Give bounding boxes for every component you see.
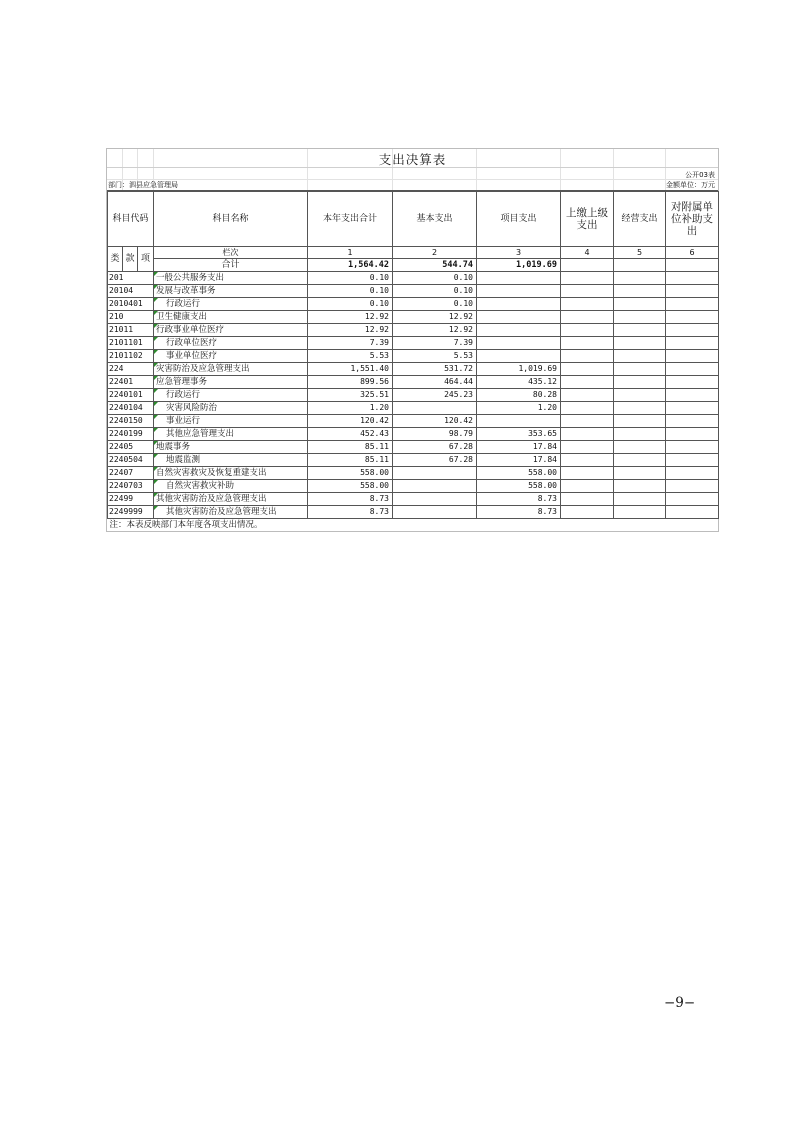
row-name: 事业单位医疗 — [154, 350, 308, 363]
row-name: 行政单位医疗 — [154, 337, 308, 350]
row-business — [614, 441, 666, 454]
row-code: 2010401 — [108, 298, 154, 311]
row-total: 899.56 — [308, 376, 393, 389]
row-business — [614, 376, 666, 389]
row-code: 2101101 — [108, 337, 154, 350]
row-upper — [561, 480, 614, 493]
table-note: 注：本表反映部门本年度各项支出情况。 — [108, 519, 719, 532]
unit-label: 金额单位：万元 — [666, 181, 715, 189]
row-basic — [393, 402, 477, 415]
index-row — [108, 247, 719, 259]
row-name: 行政运行 — [154, 298, 308, 311]
row-business — [614, 402, 666, 415]
row-subsidy — [666, 272, 719, 285]
row-upper — [561, 298, 614, 311]
row-business — [614, 272, 666, 285]
table-tag: 公开03表 — [685, 171, 715, 179]
row-code: 22407 — [108, 467, 154, 480]
table-row — [108, 376, 719, 389]
row-business — [614, 480, 666, 493]
row-total: 558.00 — [308, 467, 393, 480]
expenditure-table-sheet — [106, 148, 719, 532]
row-upper — [561, 363, 614, 376]
row-business — [614, 506, 666, 519]
row-upper — [561, 285, 614, 298]
row-total: 325.51 — [308, 389, 393, 402]
row-code: 2249999 — [108, 506, 154, 519]
row-business — [614, 389, 666, 402]
header-code: 科目代码 — [108, 192, 154, 247]
row-project: 435.12 — [477, 376, 561, 389]
index-col-6: 6 — [666, 247, 719, 259]
table-row — [108, 285, 719, 298]
row-project — [477, 324, 561, 337]
total-row — [108, 259, 719, 272]
row-basic — [393, 493, 477, 506]
table-row — [108, 311, 719, 324]
row-upper — [561, 376, 614, 389]
row-project: 1,019.69 — [477, 363, 561, 376]
row-business — [614, 337, 666, 350]
row-subsidy — [666, 350, 719, 363]
row-project — [477, 272, 561, 285]
header-upper: 上缴上级支出 — [561, 192, 614, 247]
header-basic: 基本支出 — [393, 192, 477, 247]
row-business — [614, 454, 666, 467]
row-upper — [561, 441, 614, 454]
total-business — [614, 259, 666, 272]
row-code: 224 — [108, 363, 154, 376]
row-name: 发展与改革事务 — [154, 285, 308, 298]
row-code: 22401 — [108, 376, 154, 389]
row-business — [614, 467, 666, 480]
row-total: 5.53 — [308, 350, 393, 363]
total-label: 合计 — [154, 259, 308, 272]
table-row — [108, 415, 719, 428]
row-name: 卫生健康支出 — [154, 311, 308, 324]
index-lei: 类 — [108, 247, 123, 272]
table-row — [108, 337, 719, 350]
info-row — [107, 168, 718, 191]
row-subsidy — [666, 454, 719, 467]
row-code: 210 — [108, 311, 154, 324]
index-kuan: 款 — [123, 247, 138, 272]
index-col-5: 5 — [614, 247, 666, 259]
row-basic: 0.10 — [393, 272, 477, 285]
row-total: 0.10 — [308, 285, 393, 298]
row-basic: 0.10 — [393, 298, 477, 311]
row-upper — [561, 506, 614, 519]
row-business — [614, 298, 666, 311]
row-basic: 12.92 — [393, 324, 477, 337]
row-project — [477, 285, 561, 298]
row-name: 其他灾害防治及应急管理支出 — [154, 506, 308, 519]
row-subsidy — [666, 441, 719, 454]
row-total: 12.92 — [308, 311, 393, 324]
row-code: 2240703 — [108, 480, 154, 493]
row-subsidy — [666, 506, 719, 519]
row-project: 353.65 — [477, 428, 561, 441]
row-code: 201 — [108, 272, 154, 285]
row-name: 自然灾害救灾补助 — [154, 480, 308, 493]
row-business — [614, 324, 666, 337]
row-upper — [561, 428, 614, 441]
row-subsidy — [666, 363, 719, 376]
row-basic: 67.28 — [393, 441, 477, 454]
row-subsidy — [666, 337, 719, 350]
row-name: 灾害防治及应急管理支出 — [154, 363, 308, 376]
row-name: 地震监测 — [154, 454, 308, 467]
row-subsidy — [666, 311, 719, 324]
row-name: 灾害风险防治 — [154, 402, 308, 415]
row-total: 8.73 — [308, 506, 393, 519]
index-col-3: 3 — [477, 247, 561, 259]
row-code: 2240504 — [108, 454, 154, 467]
header-business: 经营支出 — [614, 192, 666, 247]
row-business — [614, 363, 666, 376]
row-project: 558.00 — [477, 480, 561, 493]
row-basic: 464.44 — [393, 376, 477, 389]
row-project — [477, 415, 561, 428]
total-project: 1,019.69 — [477, 259, 561, 272]
row-total: 1.20 — [308, 402, 393, 415]
row-project — [477, 350, 561, 363]
row-total: 8.73 — [308, 493, 393, 506]
row-subsidy — [666, 493, 719, 506]
row-upper — [561, 311, 614, 324]
row-basic: 7.39 — [393, 337, 477, 350]
row-name: 事业运行 — [154, 415, 308, 428]
row-subsidy — [666, 428, 719, 441]
table-row — [108, 493, 719, 506]
row-total: 85.11 — [308, 454, 393, 467]
table-row — [108, 467, 719, 480]
row-total: 7.39 — [308, 337, 393, 350]
table-row — [108, 480, 719, 493]
row-business — [614, 311, 666, 324]
row-total: 452.43 — [308, 428, 393, 441]
row-basic — [393, 467, 477, 480]
table-row — [108, 298, 719, 311]
row-subsidy — [666, 467, 719, 480]
index-col-1: 1 — [308, 247, 393, 259]
row-name: 行政事业单位医疗 — [154, 324, 308, 337]
row-total: 558.00 — [308, 480, 393, 493]
row-code: 2101102 — [108, 350, 154, 363]
note-row — [108, 519, 719, 532]
row-subsidy — [666, 480, 719, 493]
department-label: 部门：泗县应急管理局 — [108, 181, 178, 189]
table-title: 支出决算表 — [378, 152, 447, 167]
row-upper — [561, 493, 614, 506]
table-row — [108, 428, 719, 441]
row-total: 85.11 — [308, 441, 393, 454]
row-basic: 245.23 — [393, 389, 477, 402]
row-basic: 531.72 — [393, 363, 477, 376]
page-number: −9− — [664, 995, 696, 1011]
row-project: 8.73 — [477, 506, 561, 519]
index-col-4: 4 — [561, 247, 614, 259]
row-project: 8.73 — [477, 493, 561, 506]
row-upper — [561, 415, 614, 428]
row-project: 17.84 — [477, 441, 561, 454]
row-code: 22499 — [108, 493, 154, 506]
total-basic: 544.74 — [393, 259, 477, 272]
table-row — [108, 402, 719, 415]
row-upper — [561, 467, 614, 480]
row-total: 120.42 — [308, 415, 393, 428]
header-row — [108, 192, 719, 247]
row-subsidy — [666, 402, 719, 415]
row-name: 行政运行 — [154, 389, 308, 402]
header-name: 科目名称 — [154, 192, 308, 247]
row-basic: 98.79 — [393, 428, 477, 441]
row-name: 应急管理事务 — [154, 376, 308, 389]
row-project: 1.20 — [477, 402, 561, 415]
row-project: 17.84 — [477, 454, 561, 467]
row-project — [477, 311, 561, 324]
row-code: 21011 — [108, 324, 154, 337]
row-code: 2240199 — [108, 428, 154, 441]
row-basic: 5.53 — [393, 350, 477, 363]
row-project: 558.00 — [477, 467, 561, 480]
row-basic — [393, 506, 477, 519]
header-subsidy: 对附属单位补助支出 — [666, 192, 719, 247]
row-project — [477, 337, 561, 350]
title-row — [107, 149, 718, 168]
table-row — [108, 363, 719, 376]
row-total: 0.10 — [308, 298, 393, 311]
row-code: 20104 — [108, 285, 154, 298]
row-basic — [393, 480, 477, 493]
row-subsidy — [666, 389, 719, 402]
table-row — [108, 506, 719, 519]
row-subsidy — [666, 324, 719, 337]
row-subsidy — [666, 298, 719, 311]
row-upper — [561, 454, 614, 467]
row-subsidy — [666, 376, 719, 389]
header-project: 项目支出 — [477, 192, 561, 247]
table-row — [108, 389, 719, 402]
table-row — [108, 441, 719, 454]
index-xiang: 项 — [138, 247, 154, 272]
row-upper — [561, 272, 614, 285]
row-project — [477, 298, 561, 311]
row-name: 一般公共服务支出 — [154, 272, 308, 285]
table-row — [108, 454, 719, 467]
row-name: 地震事务 — [154, 441, 308, 454]
index-label: 栏次 — [154, 247, 308, 259]
row-basic: 12.92 — [393, 311, 477, 324]
row-basic: 67.28 — [393, 454, 477, 467]
total-total: 1,564.42 — [308, 259, 393, 272]
row-code: 2240104 — [108, 402, 154, 415]
row-project: 80.28 — [477, 389, 561, 402]
row-code: 2240101 — [108, 389, 154, 402]
total-subsidy — [666, 259, 719, 272]
row-business — [614, 350, 666, 363]
row-business — [614, 493, 666, 506]
header-total: 本年支出合计 — [308, 192, 393, 247]
row-total: 1,551.40 — [308, 363, 393, 376]
table-row — [108, 324, 719, 337]
row-subsidy — [666, 285, 719, 298]
row-name: 自然灾害救灾及恢复重建支出 — [154, 467, 308, 480]
row-business — [614, 415, 666, 428]
table-row — [108, 272, 719, 285]
row-business — [614, 285, 666, 298]
row-code: 22405 — [108, 441, 154, 454]
expenditure-grid — [107, 191, 719, 531]
row-upper — [561, 389, 614, 402]
row-subsidy — [666, 415, 719, 428]
row-basic: 120.42 — [393, 415, 477, 428]
row-name: 其他应急管理支出 — [154, 428, 308, 441]
row-upper — [561, 337, 614, 350]
row-upper — [561, 350, 614, 363]
row-total: 12.92 — [308, 324, 393, 337]
row-upper — [561, 402, 614, 415]
index-col-2: 2 — [393, 247, 477, 259]
row-business — [614, 428, 666, 441]
row-upper — [561, 324, 614, 337]
total-upper — [561, 259, 614, 272]
row-code: 2240150 — [108, 415, 154, 428]
row-basic: 0.10 — [393, 285, 477, 298]
row-name: 其他灾害防治及应急管理支出 — [154, 493, 308, 506]
table-row — [108, 350, 719, 363]
row-total: 0.10 — [308, 272, 393, 285]
